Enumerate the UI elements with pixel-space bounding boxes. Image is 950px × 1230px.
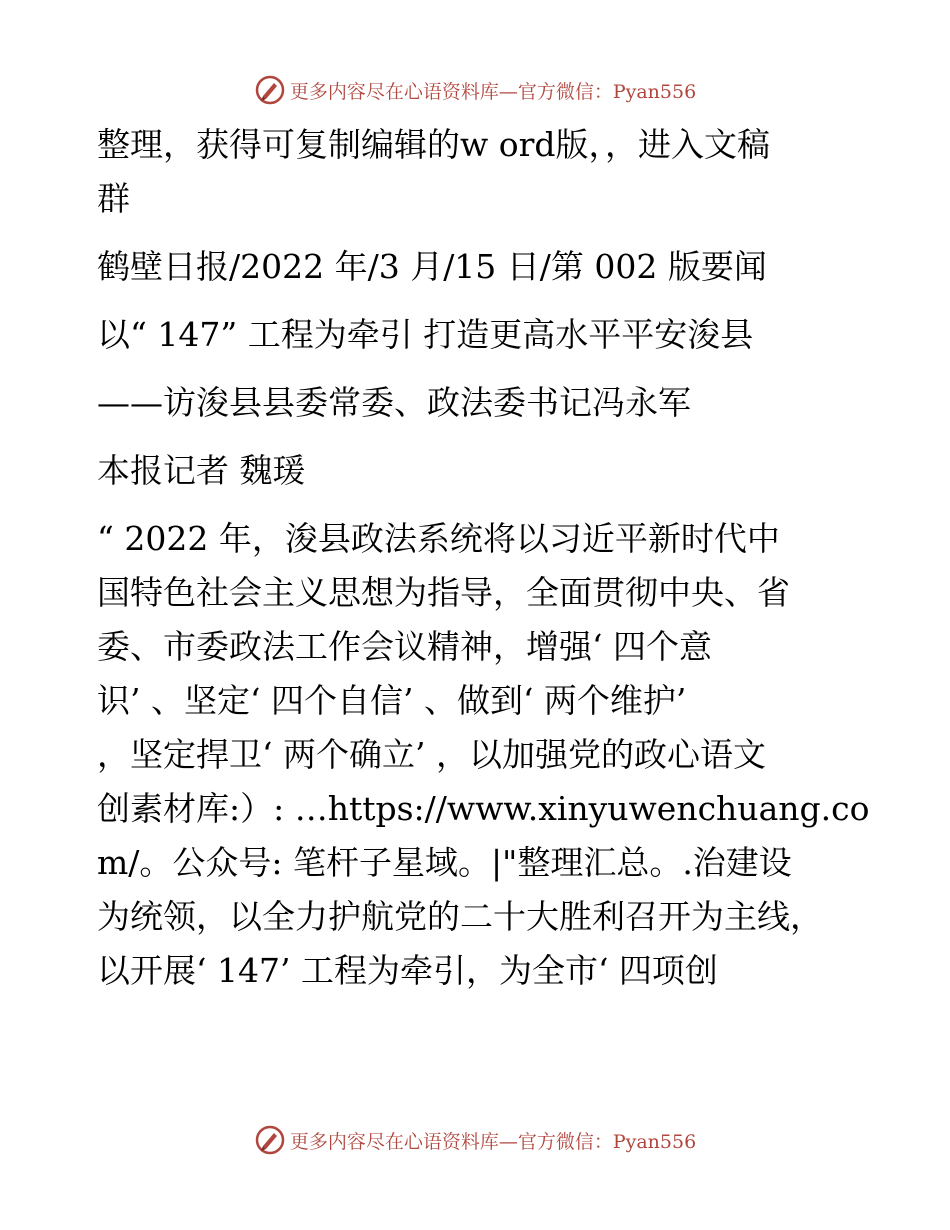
text-line: 委、市委政法工作会议精神，增强‘ 四个意 <box>97 627 712 666</box>
article-byline: 本报记者 魏瑗 <box>97 451 306 490</box>
article-subtitle: ——访浚县县委常委、政法委书记冯永军 <box>97 383 691 422</box>
pen-logo-icon <box>254 74 286 106</box>
text-line: m/。公众号: 笔杆子星域。|"整理汇总。.治建设 <box>97 843 792 882</box>
footer-watermark <box>0 1122 950 1158</box>
watermark-text: 更多内容尽在心语资料库—官方微信：Pyan556 <box>289 1130 697 1153</box>
text-line: ，坚定捍卫‘ 两个确立’ ，以加强党的政心语文 <box>97 735 766 774</box>
document-body <box>97 118 870 998</box>
pen-logo-icon <box>254 1124 286 1156</box>
text-line: 为统领，以全力护航党的二十大胜利召开为主线， <box>97 897 823 936</box>
text-line: 群 <box>97 179 130 218</box>
text-line: 国特色社会主义思想为指导，全面贯彻中央、省 <box>97 573 790 612</box>
text-line: 鹤壁日报/2022 年/3 月/15 日/第 002 版要闻 <box>97 247 767 286</box>
text-line: “ 2022 年，浚县政法系统将以习近平新时代中 <box>97 519 780 558</box>
text-line: 创素材库:）: …https://www.xinyuwenchuang.co <box>97 789 870 828</box>
header-watermark <box>0 72 950 108</box>
text-line: 以开展‘ 147’ 工程为牵引，为全市‘ 四项创 <box>97 951 718 990</box>
watermark-text: 更多内容尽在心语资料库—官方微信：Pyan556 <box>289 80 697 103</box>
text-line: 整理，获得可复制编辑的w ord版，，进入文稿 <box>97 125 771 164</box>
text-line: 识’ 、坚定‘ 四个自信’ 、做到‘ 两个维护’ <box>97 681 687 720</box>
article-title: 以“ 147” 工程为牵引 打造更高水平平安浚县 <box>97 315 754 354</box>
